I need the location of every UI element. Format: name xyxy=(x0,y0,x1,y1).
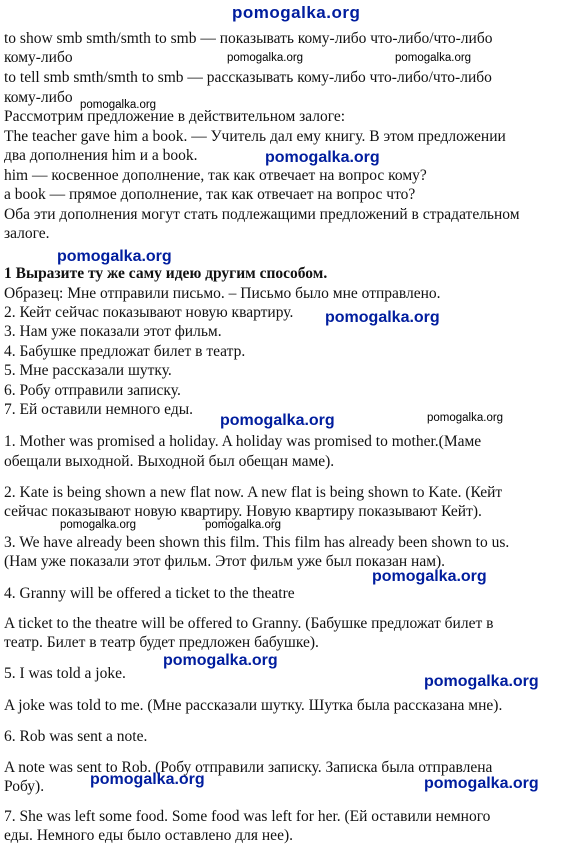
text-line: 5. Мне рассказали шутку. xyxy=(4,362,172,379)
answer-line: 1. Mother was promised a holiday. A holiday was promised to mother.(Маме xyxy=(4,433,482,450)
answer-line: 6. Rob was sent a note. xyxy=(4,728,148,745)
watermark-header: pomogalka.org xyxy=(232,3,361,22)
text-line: залоге. xyxy=(4,225,50,242)
watermark: pomogalka.org xyxy=(205,519,282,531)
text-line: The teacher gave him a book. — Учитель дал ему книгу. В этом предложении xyxy=(4,128,506,145)
text-line: 6. Робу отправили записку. xyxy=(4,382,181,399)
answer-line: A note was sent to Rob. (Робу отправили записку. Записка была отправлена xyxy=(4,759,493,776)
answer-line: 4. Granny will be offered a ticket to the theatre xyxy=(4,585,295,602)
watermark: pomogalka.org xyxy=(424,673,539,690)
answer-line: A joke was told to me. (Мне рассказали шутку. Шутка была рассказана мне). xyxy=(4,697,503,714)
exercise-heading: 1 Выразите ту же саму идею другим способом. xyxy=(4,265,328,282)
watermark: pomogalka.org xyxy=(427,412,504,424)
text-line: to tell smb smth/smth to smb — рассказывать кому-либо что-либо/что-либо xyxy=(4,69,492,86)
text-line: 4. Бабушке предложат билет в театр. xyxy=(4,343,246,360)
watermark: pomogalka.org xyxy=(395,52,472,64)
answer-line: сейчас показывают новую квартиру. Новую квартиру показывают Кейт). xyxy=(4,503,482,520)
watermark: pomogalka.org xyxy=(372,568,487,585)
answer-line: еды. Немного еды было оставлено для нее). xyxy=(4,827,293,844)
watermark: pomogalka.org xyxy=(90,771,205,788)
watermark: pomogalka.org xyxy=(80,99,157,111)
text-line: Рассмотрим предложение в действительном залоге: xyxy=(4,108,346,125)
answer-line: театр. Билет в театр будет предложен бабушке). xyxy=(4,634,319,651)
watermark: pomogalka.org xyxy=(60,519,137,531)
watermark: pomogalka.org xyxy=(57,248,172,265)
answer-line: 3. We have already been shown this film. This film has already been shown to us. xyxy=(4,534,510,551)
text-line: Образец: Мне отправили письмо. – Письмо было мне отправлено. xyxy=(4,285,441,302)
watermark: pomogalka.org xyxy=(227,52,304,64)
watermark: pomogalka.org xyxy=(163,652,278,669)
text-line: кому-либо xyxy=(4,49,73,66)
watermark: pomogalka.org xyxy=(265,149,380,166)
answer-line: (Нам уже показали этот фильм. Этот фильм уже был показан нам). xyxy=(4,553,446,570)
text-line: 7. Ей оставили немного еды. xyxy=(4,401,193,418)
text-line: кому-либо xyxy=(4,89,73,106)
watermark: pomogalka.org xyxy=(424,775,539,792)
text-line: 2. Кейт сейчас показывают новую квартиру. xyxy=(4,304,294,321)
answer-line: 7. She was left some food. Some food was left for her. (Ей оставили немного xyxy=(4,808,491,825)
text-line: 3. Нам уже показали этот фильм. xyxy=(4,323,222,340)
text-line: два дополнения him и a book. xyxy=(4,147,198,164)
watermark: pomogalka.org xyxy=(325,309,440,326)
text-line: a book — прямое дополнение, так как отвечает на вопрос что? xyxy=(4,186,416,203)
text-line: to show smb smth/smth to smb — показывать кому-либо что-либо/что-либо xyxy=(4,30,493,47)
answer-line: 2. Kate is being shown a new flat now. A new flat is being shown to Kate. (Кейт xyxy=(4,484,503,501)
answer-line: обещали выходной. Выходной был обещан маме). xyxy=(4,453,335,470)
text-line: Оба эти дополнения могут стать подлежащими предложений в страдательном xyxy=(4,206,520,223)
watermark: pomogalka.org xyxy=(220,412,335,429)
answer-line: 5. I was told a joke. xyxy=(4,665,126,682)
answer-line: A ticket to the theatre will be offered to Granny. (Бабушке предложат билет в xyxy=(4,615,494,632)
text-line: him — косвенное дополнение, так как отвечает на вопрос кому? xyxy=(4,167,427,184)
answer-line: Робу). xyxy=(4,778,45,795)
